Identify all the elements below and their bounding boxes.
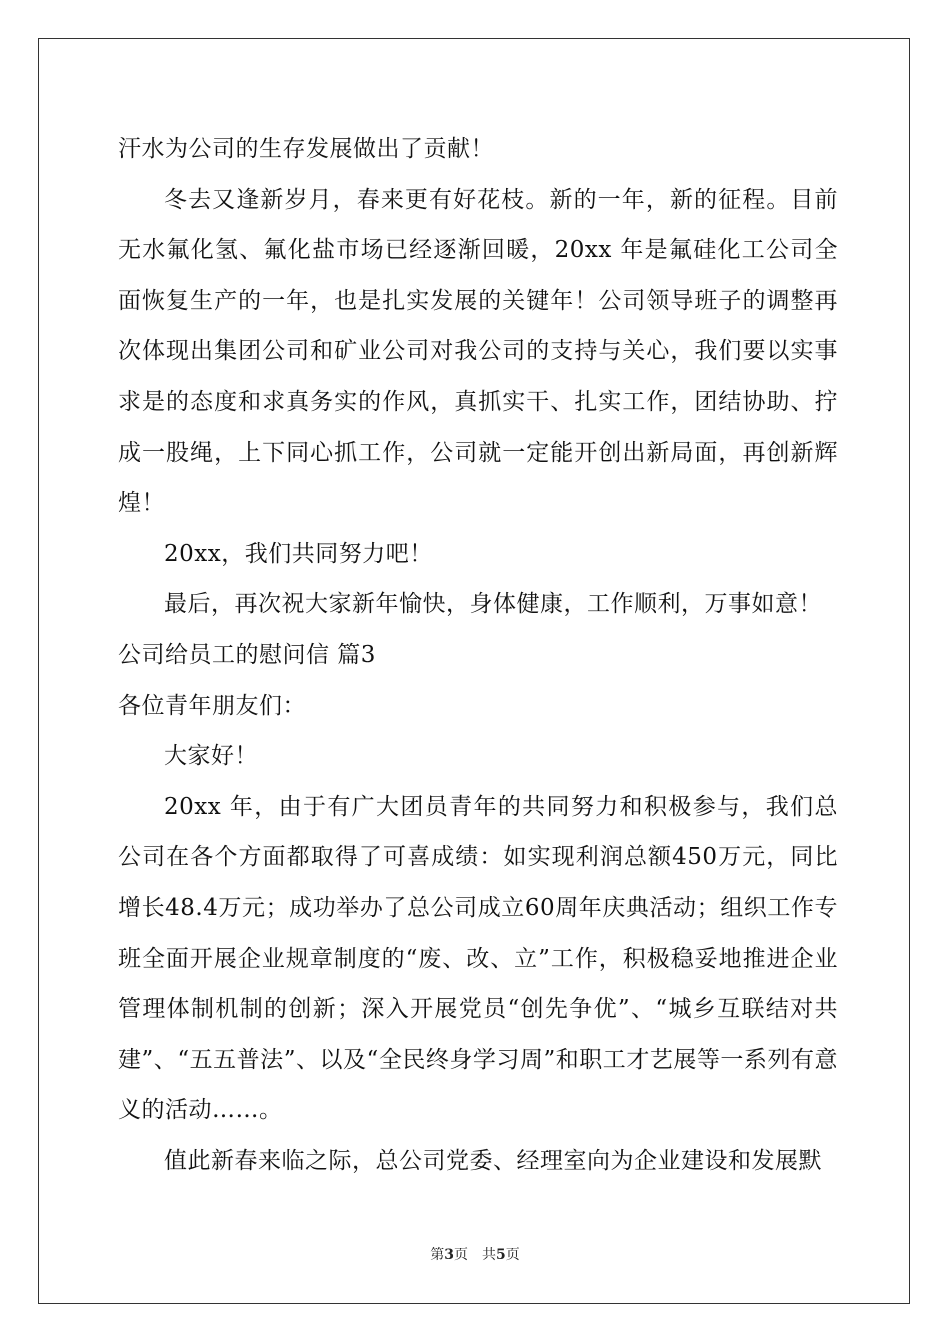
- footer-middle: 页 共: [454, 1247, 496, 1263]
- paragraph: 20xx，我们共同努力吧！: [164, 540, 433, 567]
- footer-suffix: 页: [505, 1247, 520, 1263]
- paragraph: 20xx 年，由于有广大团员青年的共同努力和积极参与，我们总公司在各个方面都取得了可喜成绩：如实现利润总额450万元，同比增长48.4万元；成功举办了总公司成立60周年庆典活动；组织工作专班全面开展企业规章制度的“废、改、立”工作，积极稳妥地推进企业管理体制机制的创新；深入开展党员“创先争优”、“城乡互联结对共建”、“五五普法”、以及“全民终身学习周”和职工才艺展等一系列有意义的活动……。: [118, 793, 838, 1124]
- paragraph: 值此新春来临之际，总公司党委、经理室向为企业建设和发展默: [164, 1147, 822, 1174]
- paragraph: 冬去又逢新岁月，春来更有好花枝。新的一年，新的征程。目前无水氟化氢、氟化盐市场已经逐渐回暖，20xx 年是氟硅化工公司全面恢复生产的一年，也是扎实发展的关键年！公司领导班子的调整再次体现出集团公司和矿业公司对我公司的支持与关心，我们要以实事求是的态度和求真务实的作风，真抓实干、扎实工作，团结协助、拧成一股绳，上下同心抓工作，公司就一定能开创出新局面，再创新辉煌！: [118, 186, 838, 517]
- page-footer: [0, 1244, 950, 1264]
- section-heading: 公司给员工的慰问信 篇3: [118, 641, 376, 668]
- document-body: [118, 124, 838, 1186]
- footer-prefix: 第: [430, 1247, 445, 1263]
- salutation: 各位青年朋友们：: [118, 692, 306, 719]
- total-page-number: 5: [496, 1247, 506, 1263]
- greeting: 大家好！: [164, 743, 258, 770]
- current-page-number: 3: [444, 1247, 454, 1263]
- paragraph: 最后，再次祝大家新年愉快，身体健康，工作顺利，万事如意！: [164, 591, 822, 618]
- paragraph: 汗水为公司的生存发展做出了贡献！: [118, 136, 494, 162]
